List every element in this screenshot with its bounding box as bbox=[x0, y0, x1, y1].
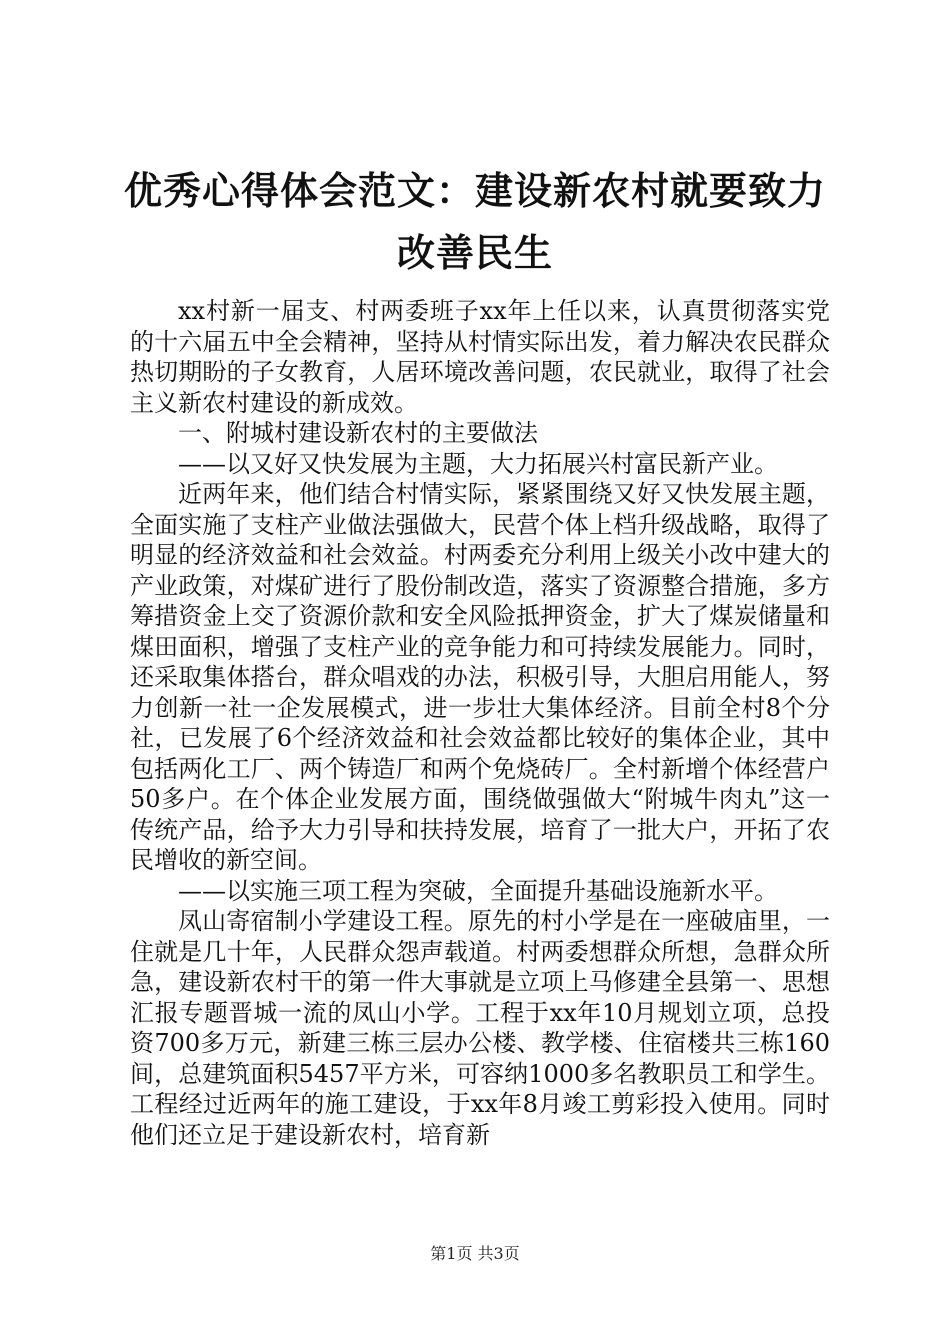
page-indicator: 第1页 共3页 bbox=[430, 1244, 520, 1263]
document-body bbox=[130, 296, 830, 1150]
subheading-industry: ——以又好又快发展为主题，大力拓展兴村富民新产业。 bbox=[178, 449, 778, 478]
subheading-infrastructure: ——以实施三项工程为突破，全面提升基础设施新水平。 bbox=[178, 876, 778, 905]
document-title: 优秀心得体会范文：建设新农村就要致力改善民生 bbox=[123, 168, 826, 275]
paragraph-intro: xx村新一届支、村两委班子xx年上任以来，认真贯彻落实党的十六届五中全会精神，坚持从村情实际出发，着力解决农民群众热切期盼的子女教育，人居环境改善问题，农民就业，取得了社会主义新农村建设的新成效。 bbox=[130, 297, 830, 417]
section-heading: 一、附城村建设新农村的主要做法 bbox=[178, 419, 538, 447]
paragraph-industry: 近两年来，他们结合村情实际，紧紧围绕又好又快发展主题，全面实施了支柱产业做法强做大，民营个体上档升级战略，取得了明显的经济效益和社会效益。村两委充分利用上级关小改中建大的产业政策，对煤矿进行了股份制改造，落实了资源整合措施，多方筹措资金上交了资源价款和安全风险抵押资金，扩大了煤炭储量和煤田面积，增强了支柱产业的竞争能力和可持续发展能力。同时，还采取集体搭台，群众唱戏的办法，积极引导，大胆启用能人，努力创新一社一企发展模式，进一步壮大集体经济。目前全村8个分社，已发展了6个经济效益和社会效益都比较好的集体企业，其中包括两化工厂、两个铸造厂和两个免烧砖厂。全村新增个体经营户50多户。在个体企业发展方面，围绕做强做大“附城牛肉丸”这一传统产品，给予大力引导和扶持发展，培育了一批大户，开拓了农民增收的新空间。 bbox=[130, 480, 830, 874]
paragraph-school: 凤山寄宿制小学建设工程。原先的村小学是在一座破庙里，一住就是几十年，人民群众怨声载道。村两委想群众所想，急群众所急，建设新农村干的第一件大事就是立项上马修建全县第一、思想汇报专题晋城一流的凤山小学。工程于xx年10月规划立项，总投资700多万元，新建三栋三层办公楼、教学楼、住宿楼共三栋160间，总建筑面积5457平方米，可容纳1000多名教职员工和学生。工程经过近两年的施工建设，于xx年8月竣工剪彩投入使用。同时他们还立足于建设新农村，培育新 bbox=[130, 907, 830, 1149]
